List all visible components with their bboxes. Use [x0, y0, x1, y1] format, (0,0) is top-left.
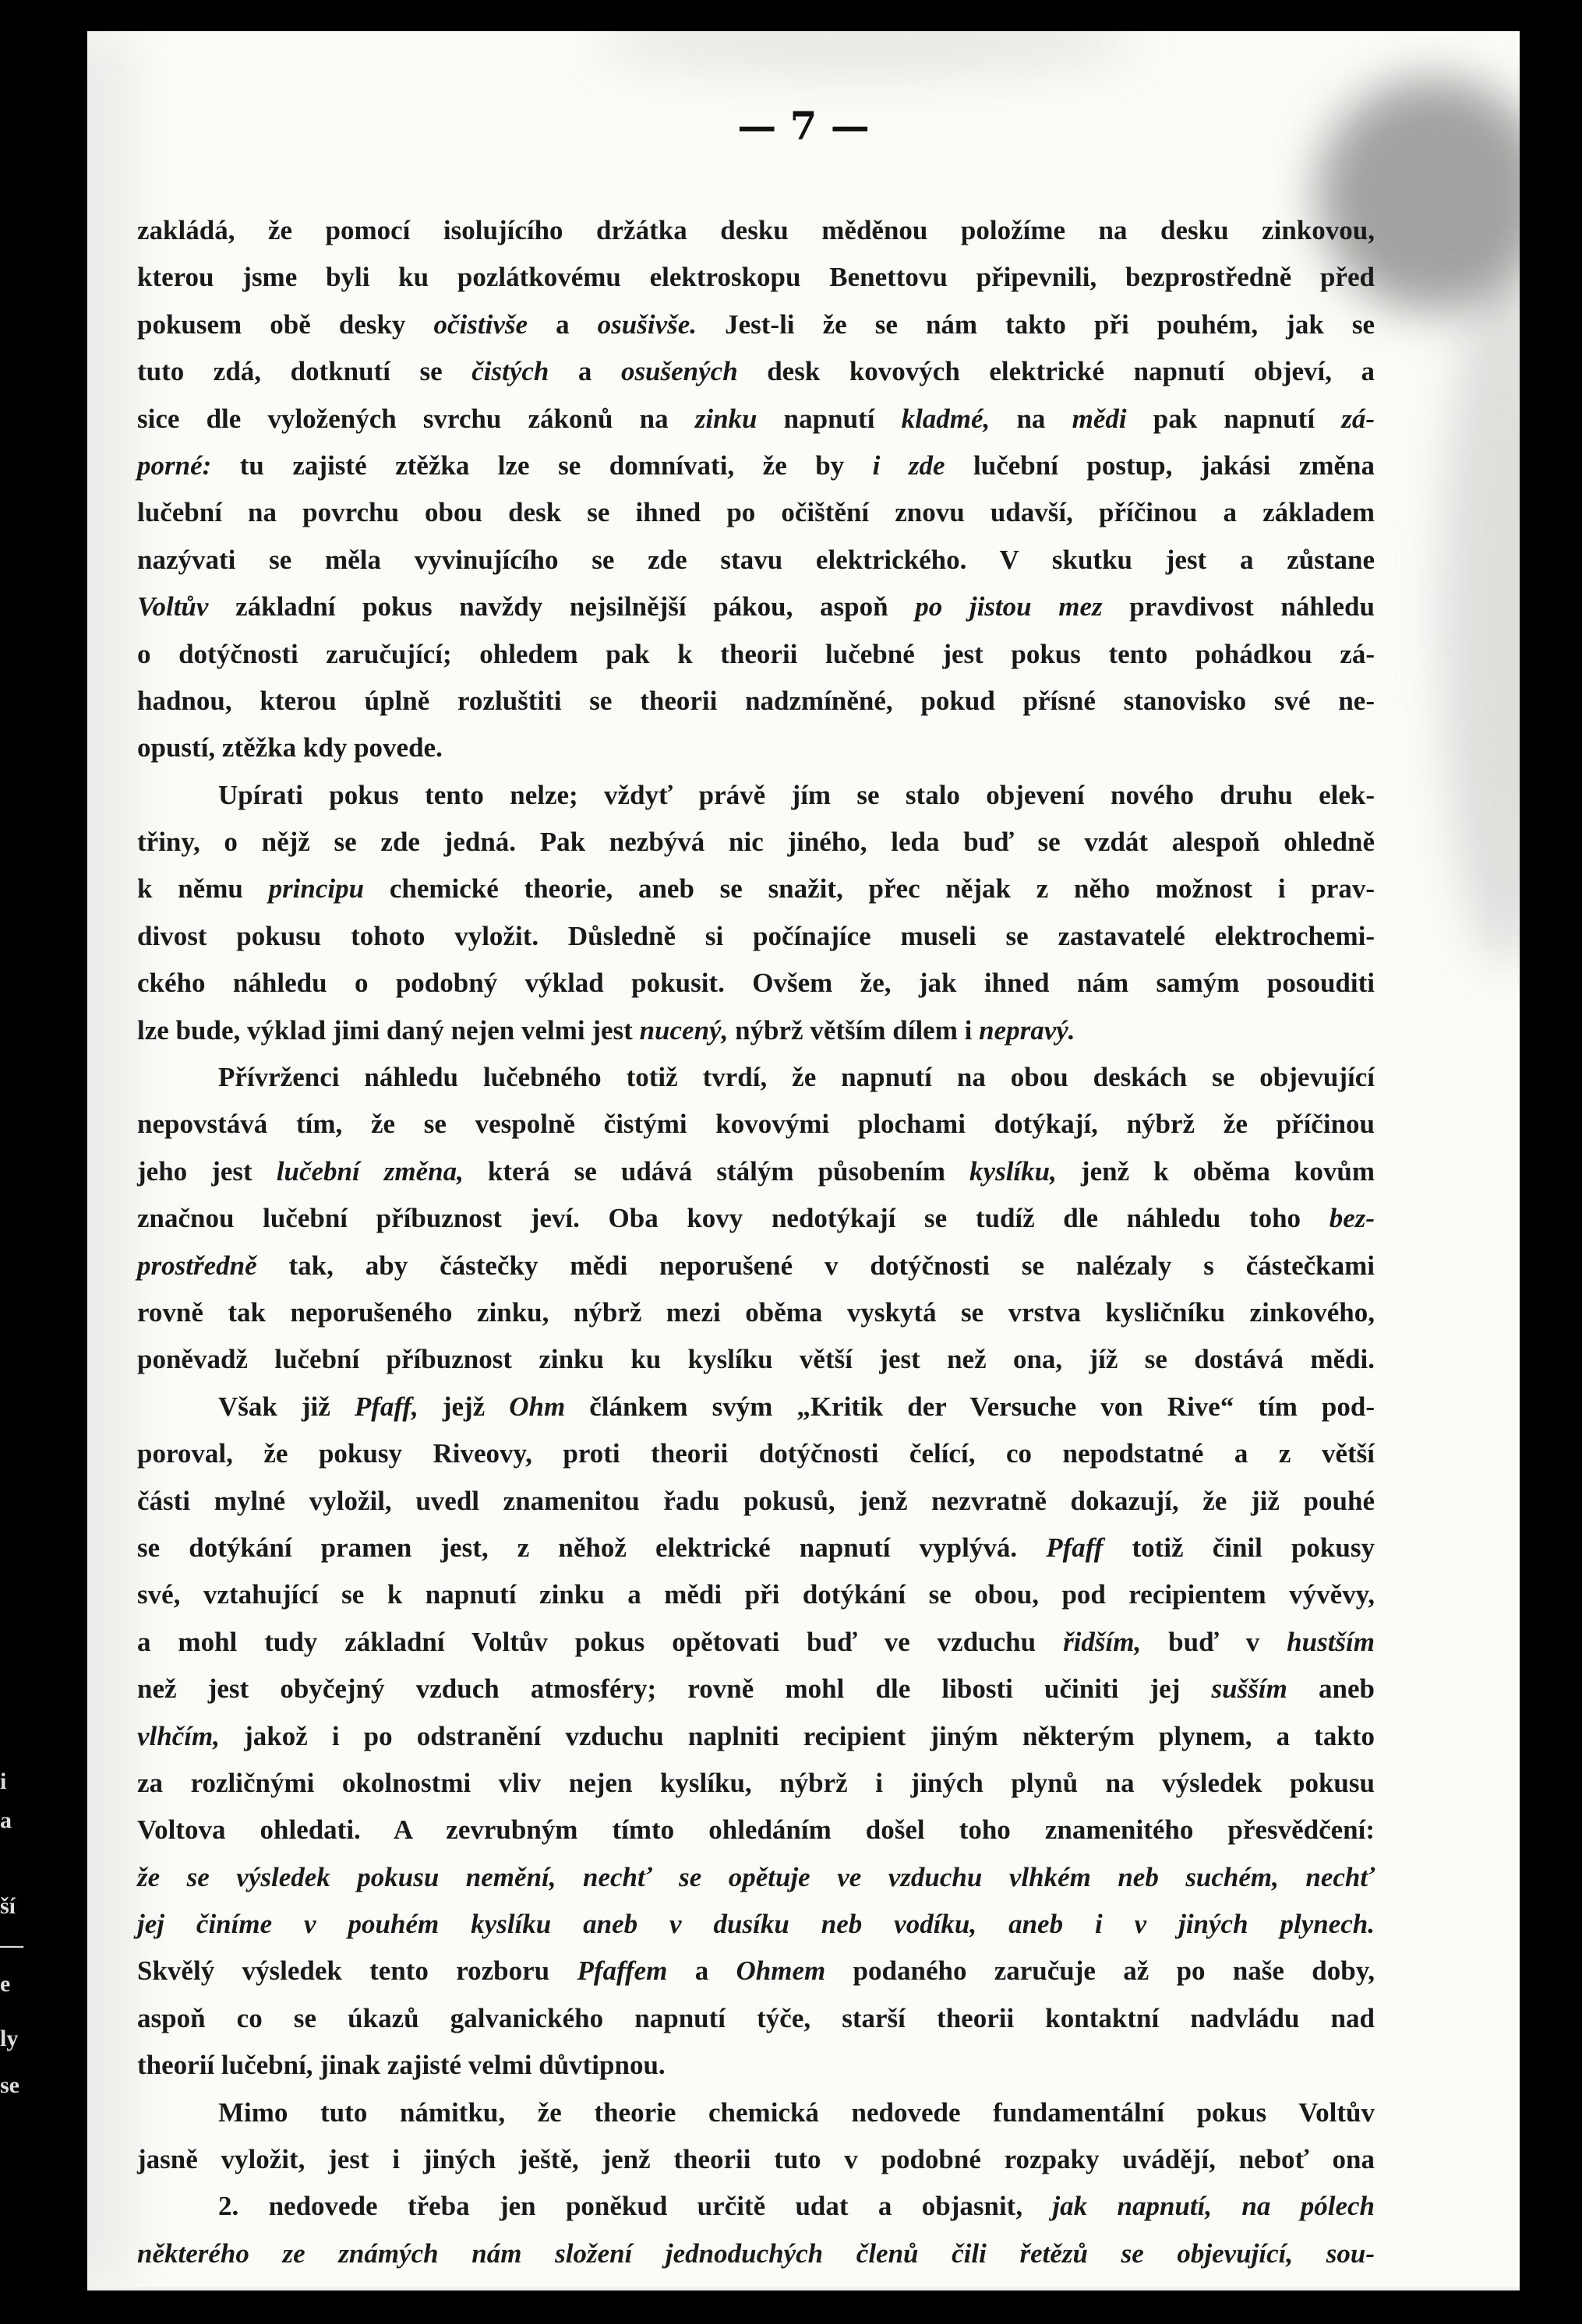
- paper-stain: [1442, 265, 1520, 966]
- text-run: desk kovových elektrické napnutí objeví, a: [737, 356, 1375, 387]
- text-run: části mylné vyložil, uvedl znamenitou řadu pokusů, jenž nezvratně dokazují, že již pouhé: [137, 1485, 1375, 1516]
- text-line: [137, 1430, 1375, 1477]
- italic-run: očistivše: [433, 309, 528, 340]
- text-line: [137, 348, 1375, 395]
- margin-fragment: —: [0, 1932, 23, 1958]
- italic-run: že se výsledek pokusu nemění, nechť se opětuje ve vzduchu vlhkém neb suchém, nechť: [137, 1861, 1375, 1892]
- italic-run: Pfaff,: [354, 1391, 418, 1422]
- italic-run: zá-: [1341, 403, 1375, 434]
- text-run: opustí, ztěžka kdy povede.: [137, 732, 443, 763]
- text-run: 2. nedovede třeba jen poněkud určitě udat a objasnit,: [218, 2191, 1053, 2222]
- text-line: [137, 1243, 1375, 1289]
- text-run: základní pokus navždy nejsilnější pákou, aspoň: [208, 591, 916, 622]
- text-run: tu zajisté ztěžka lze se domnívati, že by: [211, 450, 873, 481]
- text-line: [137, 1384, 1375, 1430]
- text-line: [137, 1148, 1375, 1195]
- text-run: chemické theorie, aneb se snažit, přec nějak z něho možnost i prav-: [364, 873, 1375, 905]
- italic-run: sušším: [1211, 1673, 1287, 1705]
- text-line: [137, 819, 1375, 866]
- text-line: [137, 1619, 1375, 1666]
- text-line: [137, 725, 1375, 771]
- text-line: [137, 1666, 1375, 1712]
- margin-fragment: i: [0, 1769, 7, 1794]
- margin-fragment: a: [0, 1807, 12, 1833]
- text-line: [137, 584, 1375, 630]
- text-line: [137, 1195, 1375, 1242]
- italic-run: vlhčím,: [137, 1720, 220, 1751]
- text-run: nýbrž větším dílem i: [728, 1014, 980, 1046]
- text-run: napnutí: [757, 403, 902, 434]
- text-line: [137, 631, 1375, 678]
- text-run: třiny, o nějž se zde jedná. Pak nezbývá nic jiného, leda buď se vzdát alespoň ohledně: [137, 827, 1375, 858]
- text-line: [137, 302, 1375, 348]
- italic-run: některého ze známých nám složení jednoduchých členů čili řetězů se objevující, sou-: [137, 2238, 1375, 2269]
- italic-run: hustším: [1287, 1626, 1375, 1657]
- text-line: [137, 772, 1375, 819]
- text-run: poroval, že pokusy Riveovy, proti theorii dotýčnosti čelící, co nepodstatné a z větší: [137, 1438, 1375, 1469]
- text-run: pokusem obě desky: [137, 309, 434, 340]
- text-line: [137, 2183, 1375, 2230]
- text-run: své, vztahující se k napnutí zinku a mědi při dotýkání se obou, pod recipientem vývěvy,: [137, 1579, 1375, 1610]
- text-run: k němu: [137, 873, 269, 905]
- italic-run: řidším,: [1063, 1626, 1142, 1657]
- text-run: značnou lučební příbuznost jeví. Oba kovy nedotýkají se tudíž dle náhledu toho: [137, 1203, 1330, 1234]
- text-line: [137, 537, 1375, 584]
- italic-run: Ohmem: [736, 1955, 826, 1987]
- text-run: tak, aby částečky mědi neporušené v dotýčnosti se nalézaly s částečkami: [256, 1250, 1375, 1281]
- italic-run: osušivše.: [597, 309, 697, 340]
- italic-run: jej činíme v pouhém kyslíku aneb v dusíku neb vodíku, aneb i v jiných plynech.: [137, 1909, 1375, 1940]
- page-edge: [87, 2287, 1520, 2290]
- italic-run: kladmé,: [901, 403, 991, 434]
- text-run: podaného zaručuje až po naše doby,: [825, 1955, 1375, 1987]
- paper-stain: [87, 31, 134, 2290]
- text-run: pak napnutí: [1126, 403, 1342, 434]
- text-line: [137, 678, 1375, 725]
- text-run: theorií lučební, jinak zajisté velmi důvtipnou.: [137, 2050, 666, 2081]
- italic-run: nucený,: [639, 1014, 729, 1046]
- text-line: [137, 1854, 1375, 1901]
- italic-run: porné:: [137, 450, 212, 481]
- italic-run: osušených: [620, 356, 738, 387]
- text-run: která se udává stálým působením: [463, 1155, 970, 1187]
- paper-stain: [594, 31, 1139, 78]
- text-line: [137, 1101, 1375, 1148]
- text-line: [137, 1713, 1375, 1760]
- italic-run: Ohm: [509, 1391, 566, 1422]
- text-line: [137, 2089, 1375, 2136]
- text-line: [137, 2231, 1375, 2277]
- italic-run: prostředně: [137, 1250, 257, 1281]
- text-run: jakož i po odstranění vzduchu naplniti recipient jiným některým plynem, a takto: [219, 1720, 1375, 1751]
- text-run: Však již: [218, 1391, 355, 1422]
- text-run: na: [990, 403, 1072, 434]
- text-run: tuto zdá, dotknutí se: [137, 356, 472, 387]
- text-run: jenž k oběma kovům: [1056, 1155, 1375, 1187]
- text-line: [137, 1478, 1375, 1525]
- text-run: a: [549, 356, 621, 387]
- italic-run: čistých: [471, 356, 549, 387]
- text-line: [137, 866, 1375, 912]
- italic-run: nepravý.: [979, 1014, 1075, 1046]
- text-run: hadnou, kterou úplně rozluštiti se theorii nadzmíněné, pokud přísné stanovisko své ne-: [137, 685, 1375, 716]
- text-run: Upírati pokus tento nelze; vždyť právě jím se stalo objevení nového druhu elek-: [218, 779, 1375, 810]
- text-run: pravdivost náhledu: [1102, 591, 1375, 622]
- text-line: [137, 1901, 1375, 1948]
- text-run: totiž činil pokusy: [1103, 1532, 1375, 1563]
- text-run: aspoň co se úkazů galvanického napnutí týče, starší theorii kontaktní nadvládu nad: [137, 2002, 1375, 2033]
- text-line: [137, 1525, 1375, 1571]
- text-run: se dotýkání pramen jest, z něhož elektrické napnutí vyplývá.: [137, 1532, 1047, 1563]
- page-number: — 7 —: [737, 103, 870, 149]
- text-run: Mimo tuto námitku, že theorie chemická nedovede fundamentální pokus Voltův: [218, 2097, 1375, 2128]
- margin-fragment: e: [0, 1971, 11, 1997]
- italic-run: po jistou mez: [915, 591, 1103, 622]
- text-line: [137, 1054, 1375, 1101]
- text-run: divost pokusu tohoto vyložit. Důsledně si počínajíce museli se zastavatelé elektrochemi-: [137, 920, 1375, 951]
- text-run: článkem svým „Kritik der Versuche von Rive“ tím pod-: [565, 1391, 1375, 1422]
- italic-run: principu: [268, 873, 365, 905]
- italic-run: kyslíku,: [969, 1155, 1057, 1187]
- body-text: [137, 207, 1375, 2277]
- text-run: lučební postup, jakási změna: [945, 450, 1375, 481]
- text-run: než jest obyčejný vzduch atmosféry; rovně mohl dle libosti učiniti jej: [137, 1673, 1212, 1705]
- margin-fragment: ly: [0, 2026, 19, 2051]
- text-line: [137, 1760, 1375, 1807]
- text-line: [137, 1948, 1375, 1994]
- text-run: kterou jsme byli ku pozlátkovému elektroskopu Benettovu připevnili, bezprostředně před: [137, 262, 1375, 293]
- text-run: a: [528, 309, 598, 340]
- text-run: Přívrženci náhledu lučebného totiž tvrdí, že napnutí na obou deskách se objevující: [218, 1062, 1375, 1093]
- text-run: Jest-li že se nám takto při pouhém, jak se: [697, 309, 1375, 340]
- text-line: [137, 1995, 1375, 2042]
- italic-run: i zde: [872, 450, 945, 481]
- text-line: [137, 1571, 1375, 1618]
- text-run: za rozličnými okolnostmi vliv nejen kyslíku, nýbrž i jiných plynů na výsledek pokusu: [137, 1767, 1375, 1798]
- italic-run: lučební změna,: [276, 1155, 464, 1187]
- text-line: [137, 2136, 1375, 2183]
- text-run: sice dle vyložených svrchu zákonů na: [137, 403, 695, 434]
- italic-run: zinku: [694, 403, 757, 434]
- text-run: Skvělý výsledek tento rozboru: [137, 1955, 577, 1987]
- text-line: [137, 396, 1375, 443]
- italic-run: Voltův: [137, 591, 209, 622]
- text-line: [137, 1289, 1375, 1336]
- italic-run: jak napnutí, na pólech: [1052, 2191, 1375, 2222]
- text-line: [137, 960, 1375, 1007]
- italic-run: mědi: [1072, 403, 1127, 434]
- text-run: jeho jest: [137, 1155, 277, 1187]
- text-line: [137, 207, 1375, 254]
- text-run: poněvadž lučební příbuznost zinku ku kyslíku větší jest než ona, jíž se dostává mědi.: [137, 1344, 1375, 1375]
- text-line: [137, 489, 1375, 536]
- text-run: a: [667, 1955, 736, 1987]
- text-run: jasně vyložit, jest i jiných ještě, jenž theorii tuto v podobné rozpaky uvádějí, neboť ona: [137, 2144, 1375, 2175]
- margin-fragment: se: [0, 2072, 19, 2098]
- text-run: rovně tak neporušeného zinku, nýbrž mezi oběma vyskytá se vrstva kysličníku zinkového,: [137, 1296, 1375, 1328]
- text-run: nepovstává tím, že se vespolně čistými kovovými plochami dotýkají, nýbrž že příčinou: [137, 1109, 1375, 1140]
- text-line: [137, 1336, 1375, 1383]
- text-line: [137, 913, 1375, 960]
- text-run: lze bude, výklad jimi daný nejen velmi jest: [137, 1014, 640, 1046]
- text-run: lučební na povrchu obou desk se ihned po očištění znovu udavší, příčinou a základem: [137, 497, 1375, 528]
- text-line: [137, 254, 1375, 301]
- text-line: [137, 1007, 1375, 1054]
- text-line: [137, 443, 1375, 489]
- italic-run: Pfaff: [1046, 1532, 1104, 1563]
- text-run: Voltova ohledati. A zevrubným tímto ohledáním došel toho znamenitého přesvědčení:: [137, 1814, 1375, 1846]
- text-line: [137, 1807, 1375, 1853]
- text-run: buď v: [1141, 1626, 1287, 1657]
- text-run: a mohl tudy základní Voltův pokus opětovati buď ve vzduchu: [137, 1626, 1064, 1657]
- book-page: [87, 31, 1520, 2290]
- text-run: zakládá, že pomocí isolujícího držátka desku měděnou položíme na desku zinkovou,: [137, 215, 1375, 245]
- text-run: aneb: [1287, 1673, 1375, 1705]
- text-run: nazývati se měla vyvinujícího se zde stavu elektrického. V skutku jest a zůstane: [137, 544, 1375, 575]
- italic-run: bez-: [1329, 1203, 1375, 1234]
- text-run: o dotýčnosti zaručující; ohledem pak k theorii lučebné jest pokus tento pohádkou zá-: [137, 638, 1375, 669]
- text-run: jejž: [418, 1391, 510, 1422]
- italic-run: Pfaffem: [577, 1955, 668, 1987]
- margin-fragment: ší: [0, 1893, 16, 1919]
- text-run: ckého náhledu o podobný výklad pokusit. Ovšem že, jak ihned nám samým posouditi: [137, 968, 1375, 999]
- text-line: [137, 2042, 1375, 2089]
